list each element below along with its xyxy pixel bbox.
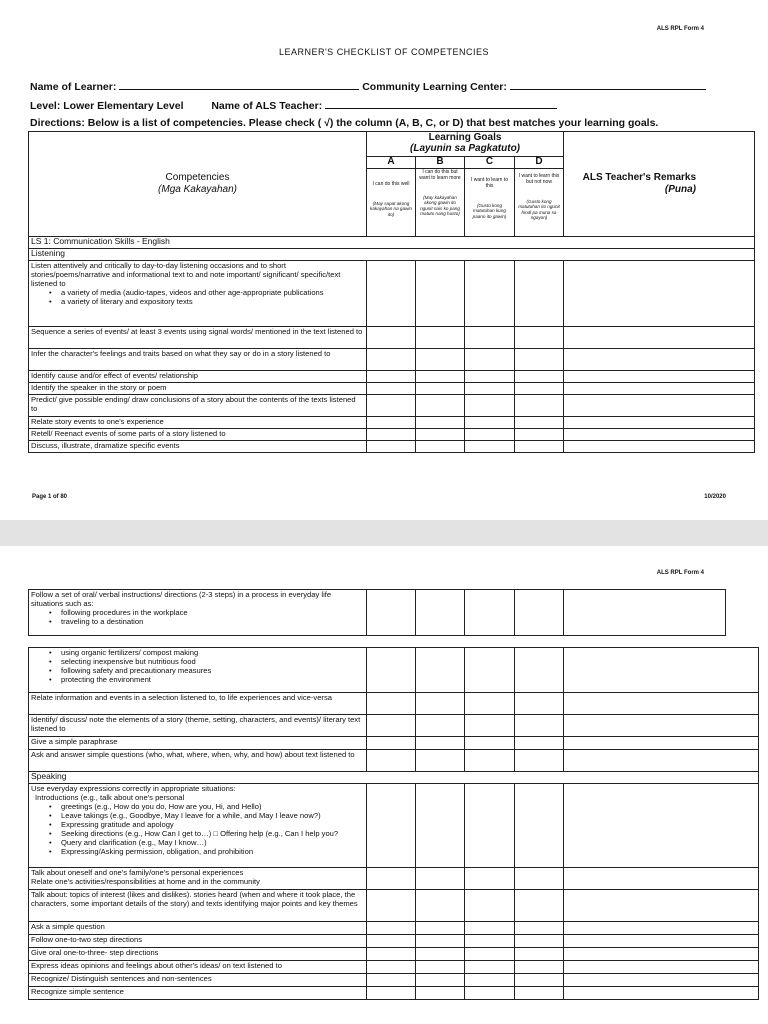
check-d[interactable] bbox=[515, 395, 564, 417]
remarks-cell[interactable] bbox=[564, 693, 759, 715]
remarks-cell[interactable] bbox=[564, 750, 759, 772]
form-id: ALS RPL Form 4 bbox=[656, 26, 704, 32]
check-d[interactable] bbox=[515, 935, 564, 948]
list-item: • following procedures in the workplace bbox=[61, 608, 364, 617]
competency-cell: Express ideas opinions and feelings about other's ideas/ on text listened to bbox=[29, 961, 367, 974]
page-title: LEARNER'S CHECKLIST OF COMPETENCIES bbox=[278, 47, 490, 57]
check-b[interactable] bbox=[416, 327, 465, 349]
check-c[interactable] bbox=[465, 648, 515, 693]
check-a[interactable] bbox=[367, 961, 416, 974]
check-d[interactable] bbox=[515, 261, 564, 327]
check-a[interactable] bbox=[367, 737, 416, 750]
competency-cell: Identify/ discuss/ note the elements of a story (theme, setting, characters, and events)/ literary text listened to bbox=[29, 715, 367, 737]
competency-cell: Predict/ give possible ending/ draw conclusions of a story about the contents of the texts listened to bbox=[29, 395, 367, 417]
remarks-cell[interactable] bbox=[564, 948, 759, 961]
table-row bbox=[29, 590, 726, 636]
check-b[interactable] bbox=[416, 648, 465, 693]
competency-cell: Give a simple paraphrase bbox=[29, 737, 367, 750]
check-c[interactable] bbox=[465, 750, 515, 772]
page-2 bbox=[0, 546, 768, 1024]
check-a[interactable] bbox=[367, 715, 416, 737]
table-row bbox=[29, 261, 755, 327]
competency-cell: Listen attentively and critically to day-to-day listening occasions and to short stories/poems/narrative and informational text to and note important/ significant/ specific/text listened to • a variety of media (audio-tapes, videos and other age-appropriate publications • a variety of literary and expository texts bbox=[29, 261, 367, 327]
remarks-cell[interactable] bbox=[564, 441, 755, 453]
remarks-cell[interactable] bbox=[564, 590, 726, 636]
check-b[interactable] bbox=[416, 784, 465, 868]
clc-label: Community Learning Center: bbox=[362, 81, 507, 93]
list-item: • using organic fertilizers/ compost making bbox=[61, 648, 364, 657]
check-b[interactable] bbox=[416, 987, 465, 1000]
teacher-label: Name of ALS Teacher: bbox=[211, 100, 323, 112]
competency-cell: Ask a simple question bbox=[29, 922, 367, 935]
competency-cell: Use everyday expressions correctly in appropriate situations: Introductions (e.g., talk about one's personal • greetings (e.g., How do you do, How are you, Hi, and Hello) • Leave takings (e.g., Goodbye, May I leave for a while, and May I leave now?) • Expressing gratitude and apology • Seeking directions (e.g., How Can I get to…) □ Offering help (e.g., Can I help you? • Query and clarification (e.g., May I know…) • Expressing/Asking permission, obligation, and prohibition bbox=[29, 784, 367, 868]
check-d[interactable] bbox=[515, 922, 564, 935]
check-b[interactable] bbox=[416, 750, 465, 772]
table-row bbox=[29, 371, 755, 383]
table-row bbox=[29, 349, 755, 371]
list-item: • Expressing/Asking permission, obligation, and prohibition bbox=[61, 847, 364, 856]
competency-cell: Sequence a series of events/ at least 3 events using signal words/ mentioned in the text listened to bbox=[29, 327, 367, 349]
check-a[interactable] bbox=[367, 417, 416, 429]
col-d-desc: I want to learn this but not now (Gusto kong matutuhan ito ngunit hindi pa muna sa ngayon) bbox=[515, 169, 564, 237]
remarks-cell[interactable] bbox=[564, 987, 759, 1000]
check-a[interactable] bbox=[367, 648, 416, 693]
competency-cell: Talk about: topics of interest (likes and dislikes). stories heard (when and where it took place, the characters, some important details of the story) and texts identifying major points and key themes bbox=[29, 890, 367, 922]
check-c[interactable] bbox=[465, 935, 515, 948]
col-b-desc: I can do this but want to learn more (May kakayahan akong gawin ito ngunit nais ko pang matuto nang husto) bbox=[416, 169, 465, 237]
table-row bbox=[29, 417, 755, 429]
table-row bbox=[29, 737, 759, 750]
check-c[interactable] bbox=[465, 784, 515, 868]
check-d[interactable] bbox=[515, 737, 564, 750]
revision-date: 10/2020 bbox=[704, 494, 726, 500]
col-d-letter: D bbox=[515, 157, 564, 169]
col-a-desc: I can do this well (May sapat akong kakayahan na gawin ito) bbox=[367, 169, 416, 237]
check-a[interactable] bbox=[367, 948, 416, 961]
table-row bbox=[29, 750, 759, 772]
check-c[interactable] bbox=[465, 383, 515, 395]
check-b[interactable] bbox=[416, 383, 465, 395]
table-row bbox=[29, 693, 759, 715]
check-c[interactable] bbox=[465, 349, 515, 371]
remarks-cell[interactable] bbox=[564, 261, 755, 327]
competency-table-page2 bbox=[28, 647, 759, 1000]
check-b[interactable] bbox=[416, 441, 465, 453]
page-number: Page 1 of 80 bbox=[32, 494, 68, 500]
list-item: • Expressing gratitude and apology bbox=[61, 820, 364, 829]
check-c[interactable] bbox=[465, 417, 515, 429]
check-a[interactable] bbox=[367, 890, 416, 922]
remarks-cell[interactable] bbox=[564, 371, 755, 383]
table-row bbox=[29, 868, 759, 890]
remarks-cell[interactable] bbox=[564, 383, 755, 395]
check-a[interactable] bbox=[367, 935, 416, 948]
check-a[interactable] bbox=[367, 261, 416, 327]
speaking-row: Speaking bbox=[29, 772, 759, 784]
check-d[interactable] bbox=[515, 974, 564, 987]
check-d[interactable] bbox=[515, 327, 564, 349]
list-item: • a variety of media (audio-tapes, videos and other age-appropriate publications bbox=[61, 288, 364, 297]
competency-cell: Recognize simple sentence bbox=[29, 987, 367, 1000]
table-row bbox=[29, 429, 755, 441]
remarks-cell[interactable] bbox=[564, 922, 759, 935]
listening-row: Listening bbox=[29, 249, 755, 261]
check-d[interactable] bbox=[515, 784, 564, 868]
check-b[interactable] bbox=[416, 890, 465, 922]
page-separator bbox=[0, 520, 768, 546]
learning-goals-header: Learning Goals (Layunin sa Pagkatuto) bbox=[367, 132, 564, 157]
list-item: • Leave takings (e.g., Goodbye, May I leave for a while, and May I leave now?) bbox=[61, 811, 364, 820]
remarks-cell[interactable] bbox=[564, 935, 759, 948]
check-b[interactable] bbox=[416, 429, 465, 441]
check-c[interactable] bbox=[465, 922, 515, 935]
competency-cell bbox=[29, 648, 367, 693]
check-b[interactable] bbox=[416, 693, 465, 715]
list-item: • following safety and precautionary measures bbox=[61, 666, 364, 675]
form-id: ALS RPL Form 4 bbox=[656, 570, 704, 576]
check-c[interactable] bbox=[465, 948, 515, 961]
remarks-cell[interactable] bbox=[564, 349, 755, 371]
competency-cell: Relate information and events in a selection listened to, to life experiences and vice-versa bbox=[29, 693, 367, 715]
table-row bbox=[29, 383, 755, 395]
check-b[interactable] bbox=[416, 371, 465, 383]
check-a[interactable] bbox=[367, 429, 416, 441]
check-a[interactable] bbox=[367, 693, 416, 715]
check-c[interactable] bbox=[465, 429, 515, 441]
table-row bbox=[29, 948, 759, 961]
clc-field[interactable] bbox=[510, 79, 706, 90]
check-b[interactable] bbox=[416, 349, 465, 371]
table-row bbox=[29, 961, 759, 974]
table-row bbox=[29, 327, 755, 349]
competency-cell: Identify the speaker in the story or poem bbox=[29, 383, 367, 395]
remarks-cell[interactable] bbox=[564, 648, 759, 693]
list-item: • a variety of literary and expository texts bbox=[61, 297, 364, 306]
check-b[interactable] bbox=[416, 395, 465, 417]
remarks-cell[interactable] bbox=[564, 327, 755, 349]
competency-cell: Recognize/ Distinguish sentences and non-sentences bbox=[29, 974, 367, 987]
check-d[interactable] bbox=[515, 371, 564, 383]
check-a[interactable] bbox=[367, 383, 416, 395]
directions: Directions: Below is a list of competencies. Please check ( √) the column (A, B, C, or D) that best matches your learning goals. bbox=[30, 117, 659, 129]
competency-cell: Follow a set of oral/ verbal instructions/ directions (2-3 steps) in a process in everyday life situations such as: • following procedures in the workplace • traveling to a destination bbox=[29, 590, 367, 636]
remarks-cell[interactable] bbox=[564, 974, 759, 987]
check-a[interactable] bbox=[367, 987, 416, 1000]
check-a[interactable] bbox=[367, 590, 416, 636]
table-row bbox=[29, 987, 759, 1000]
check-c[interactable] bbox=[465, 395, 515, 417]
check-d[interactable] bbox=[515, 987, 564, 1000]
learner-label: Name of Learner: bbox=[30, 81, 117, 93]
list-item: • Seeking directions (e.g., How Can I get to…) □ Offering help (e.g., Can I help you? bbox=[61, 829, 364, 838]
competency-cell: Give oral one-to-three- step directions bbox=[29, 948, 367, 961]
follow-directions-table bbox=[28, 589, 726, 636]
check-b[interactable] bbox=[416, 922, 465, 935]
check-a[interactable] bbox=[367, 395, 416, 417]
remarks-cell[interactable] bbox=[564, 784, 759, 868]
check-a[interactable] bbox=[367, 868, 416, 890]
competency-cell: Infer the character's feelings and traits based on what they say or do in a story listened to bbox=[29, 349, 367, 371]
check-d[interactable] bbox=[515, 349, 564, 371]
list-item: • Query and clarification (e.g., May I know…) bbox=[61, 838, 364, 847]
check-d[interactable] bbox=[515, 429, 564, 441]
check-c[interactable] bbox=[465, 371, 515, 383]
strand-row: LS 1: Communication Skills - English bbox=[29, 237, 755, 249]
check-c[interactable] bbox=[465, 590, 515, 636]
col-b-letter: B bbox=[416, 157, 465, 169]
check-b[interactable] bbox=[416, 715, 465, 737]
check-c[interactable] bbox=[465, 974, 515, 987]
check-b[interactable] bbox=[416, 935, 465, 948]
table-row bbox=[29, 784, 759, 868]
competencies-header: Competencies (Mga Kakayahan) bbox=[29, 132, 367, 237]
check-b[interactable] bbox=[416, 417, 465, 429]
check-a[interactable] bbox=[367, 784, 416, 868]
check-d[interactable] bbox=[515, 868, 564, 890]
check-a[interactable] bbox=[367, 441, 416, 453]
check-d[interactable] bbox=[515, 441, 564, 453]
check-c[interactable] bbox=[465, 693, 515, 715]
table-row bbox=[29, 922, 759, 935]
teacher-name-field[interactable] bbox=[325, 98, 557, 109]
check-b[interactable] bbox=[416, 737, 465, 750]
remarks-cell[interactable] bbox=[564, 417, 755, 429]
table-row bbox=[29, 715, 759, 737]
col-c-desc: I want to learn to this (Gusto kong matutuhan kung paano ito gawin) bbox=[465, 169, 515, 237]
check-d[interactable] bbox=[515, 417, 564, 429]
learner-name-field[interactable] bbox=[119, 79, 359, 90]
table-row bbox=[29, 648, 759, 693]
remarks-cell[interactable] bbox=[564, 715, 759, 737]
check-c[interactable] bbox=[465, 261, 515, 327]
check-d[interactable] bbox=[515, 715, 564, 737]
check-b[interactable] bbox=[416, 261, 465, 327]
check-d[interactable] bbox=[515, 693, 564, 715]
check-c[interactable] bbox=[465, 715, 515, 737]
competency-table-page1 bbox=[28, 131, 755, 453]
check-b[interactable] bbox=[416, 961, 465, 974]
check-c[interactable] bbox=[465, 327, 515, 349]
competency-cell: Retell/ Reenact events of some parts of a story listened to bbox=[29, 429, 367, 441]
check-c[interactable] bbox=[465, 868, 515, 890]
list-item: • greetings (e.g., How do you do, How are you, Hi, and Hello) bbox=[61, 802, 364, 811]
level-line bbox=[30, 98, 557, 112]
check-a[interactable] bbox=[367, 922, 416, 935]
col-a-letter: A bbox=[367, 157, 416, 169]
check-c[interactable] bbox=[465, 987, 515, 1000]
remarks-cell[interactable] bbox=[564, 429, 755, 441]
check-a[interactable] bbox=[367, 349, 416, 371]
list-item: • traveling to a destination bbox=[61, 617, 364, 626]
check-c[interactable] bbox=[465, 441, 515, 453]
check-d[interactable] bbox=[515, 961, 564, 974]
check-a[interactable] bbox=[367, 327, 416, 349]
remarks-cell[interactable] bbox=[564, 961, 759, 974]
col-c-letter: C bbox=[465, 157, 515, 169]
check-d[interactable] bbox=[515, 750, 564, 772]
table-row bbox=[29, 441, 755, 453]
competency-cell: Discuss, illustrate, dramatize specific events bbox=[29, 441, 367, 453]
list-item: • selecting inexpensive but nutritious food bbox=[61, 657, 364, 666]
check-d[interactable] bbox=[515, 890, 564, 922]
level-label: Level: Lower Elementary Level bbox=[30, 100, 184, 112]
check-d[interactable] bbox=[515, 648, 564, 693]
competency-cell: Identify cause and/or effect of events/ relationship bbox=[29, 371, 367, 383]
check-c[interactable] bbox=[465, 890, 515, 922]
competency-cell: Follow one-to-two step directions bbox=[29, 935, 367, 948]
table-row bbox=[29, 395, 755, 417]
remarks-cell[interactable] bbox=[564, 395, 755, 417]
remarks-header: ALS Teacher's Remarks (Puna) bbox=[564, 132, 755, 237]
list-item: • protecting the environment bbox=[61, 675, 364, 684]
remarks-cell[interactable] bbox=[564, 890, 759, 922]
check-a[interactable] bbox=[367, 371, 416, 383]
competency-cell: Ask and answer simple questions (who, what, where, when, why, and how) about text listened to bbox=[29, 750, 367, 772]
remarks-cell[interactable] bbox=[564, 737, 759, 750]
check-d[interactable] bbox=[515, 948, 564, 961]
check-d[interactable] bbox=[515, 383, 564, 395]
check-c[interactable] bbox=[465, 961, 515, 974]
check-d[interactable] bbox=[515, 590, 564, 636]
remarks-cell[interactable] bbox=[564, 868, 759, 890]
competency-cell: Talk about oneself and one's family/one's personal experiences Relate one's activities/responsibilities at home and in the community bbox=[29, 868, 367, 890]
check-a[interactable] bbox=[367, 974, 416, 987]
table-row bbox=[29, 974, 759, 987]
check-c[interactable] bbox=[465, 737, 515, 750]
check-b[interactable] bbox=[416, 974, 465, 987]
check-b[interactable] bbox=[416, 590, 465, 636]
table-row bbox=[29, 890, 759, 922]
check-b[interactable] bbox=[416, 948, 465, 961]
competency-cell: Relate story events to one's experience bbox=[29, 417, 367, 429]
check-b[interactable] bbox=[416, 868, 465, 890]
check-a[interactable] bbox=[367, 750, 416, 772]
learner-line bbox=[30, 79, 706, 93]
table-row bbox=[29, 935, 759, 948]
